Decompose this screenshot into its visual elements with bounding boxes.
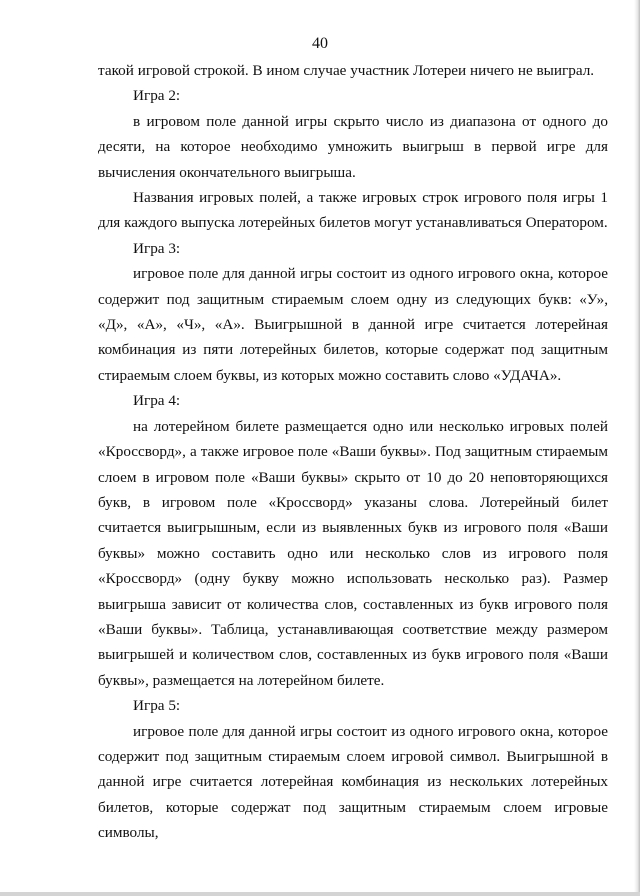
page-body bbox=[98, 58, 608, 846]
page-number: 40 bbox=[312, 35, 328, 52]
game-5-description: игровое поле для данной игры состоит из одного игрового окна, которое содержит под защитным стираемым слоем игровой символ. Выигрышной в данной игре считается лотерейная комбинация из нескольких лотерейных билетов, которые содержат под защитным стираемым слоем игровые символы, bbox=[98, 722, 608, 842]
field-names-paragraph: Названия игровых полей, а также игровых строк игрового поля игры 1 для каждого выпуска лотерейных билетов могут устанавливаться Оператором. bbox=[98, 189, 608, 232]
game-2-heading: Игра 2: bbox=[133, 87, 181, 105]
scan-edge-right bbox=[634, 0, 640, 896]
game-5-heading: Игра 5: bbox=[133, 697, 181, 715]
scan-edge-bottom bbox=[0, 892, 640, 896]
game-4-heading: Игра 4: bbox=[133, 392, 181, 410]
game-4-description: на лотерейном билете размещается одно или несколько игровых полей «Кроссворд», а также игровое поле «Ваши буквы». Под защитным стираемым слоем в игровом поле «Ваши буквы» скрыто от 10 до 20 неповторяющихся букв, в игровом поле «Кроссворд» указаны слова. Лотерейный билет считается выигрышным, если из выявленных букв из игрового поля «Ваши буквы» можно составить одно или несколько слов из игрового поля «Кроссворд» (одну букву можно использовать несколько раз). Размер выигрыша зависит от количества слов, составленных из букв игрового поля «Ваши буквы». Таблица, устанавливающая соответствие между размером выигрышей и количеством слов, составленных из букв игрового поля «Ваши буквы», размещается на лотерейном билете. bbox=[98, 417, 608, 689]
game-3-heading: Игра 3: bbox=[133, 239, 181, 257]
paragraph-continued: такой игровой строкой. В ином случае участник Лотереи ничего не выиграл. bbox=[98, 62, 595, 79]
game-2-description: в игровом поле данной игры скрыто число из диапазона от одного до десяти, на которое необходимо умножить выигрыш в первой игре для вычисления окончательного выигрыша. bbox=[98, 112, 608, 181]
game-3-description: игровое поле для данной игры состоит из одного игрового окна, которое содержит под защитным стираемым слоем одну из следующих букв: «У», «Д», «А», «Ч», «А». Выигрышной в данной игре считается лотерейная комбинация из пяти лотерейных билетов, которые содержат под защитным стираемым слоем буквы, из которых можно составить слово «УДАЧА». bbox=[98, 265, 608, 384]
